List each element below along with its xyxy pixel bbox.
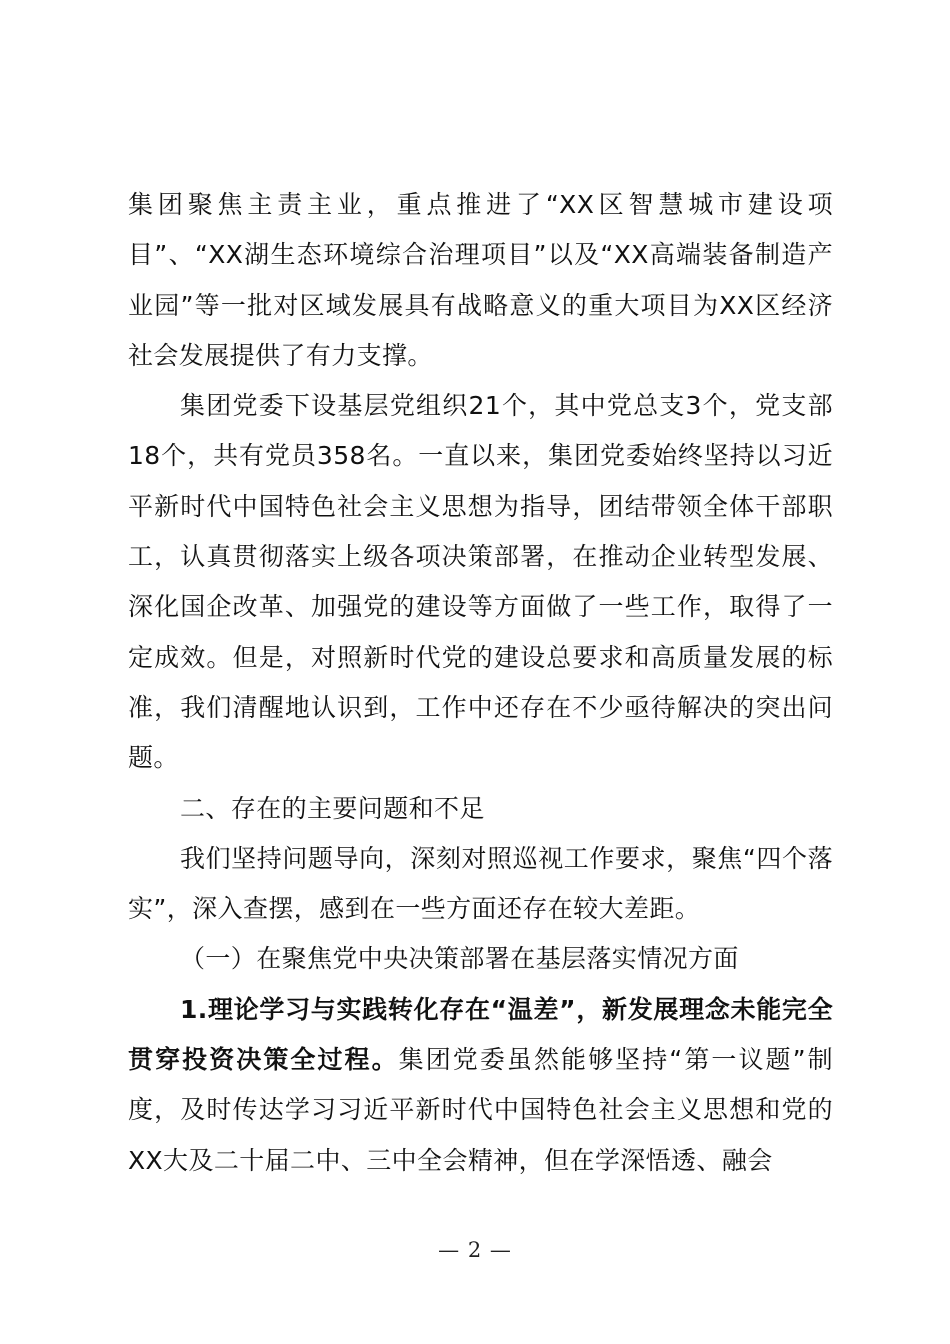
paragraph-theory-practice: [128, 985, 833, 1186]
paragraph-bold-lead: 1.理论学习与实践转化存在“温差”，新发展理念未能完全贯穿投资决策全过程。: [128, 994, 833, 1075]
document-body: [128, 180, 833, 1186]
paragraph-body-text: 集团党委虽然能够坚持“第一议题”制度，及时传达学习习近平新时代中国特色社会主义思想和党的XX大及二十届二中、三中全会精神，但在学深悟透、融会: [128, 1045, 833, 1175]
paragraph-project-overview: 集团聚焦主责主业，重点推进了“XX区智慧城市建设项目”、“XX湖生态环境综合治理项目”以及“XX高端装备制造产业园”等一批对区域发展具有战略意义的重大项目为XX区经济社会发展提供了有力支撑。: [128, 190, 833, 370]
subsection-heading-1: （一）在聚焦党中央决策部署在基层落实情况方面: [180, 944, 739, 974]
paragraph-party-organization: 集团党委下设基层党组织21个，其中党总支3个，党支部18个，共有党员358名。一直以来，集团党委始终坚持以习近平新时代中国特色社会主义思想为指导，团结带领全体干部职工，认真贯彻落实上级各项决策部署，在推动企业转型发展、深化国企改革、加强党的建设等方面做了一些工作，取得了一定成效。但是，对照新时代党的建设总要求和高质量发展的标准，我们清醒地认识到，工作中还存在不少亟待解决的突出问题。: [128, 391, 833, 773]
section-heading-problems: 二、存在的主要问题和不足: [180, 793, 485, 823]
page-number: — 2 —: [438, 1238, 512, 1262]
paragraph-problem-intro: 我们坚持问题导向，深刻对照巡视工作要求，聚焦“四个落实”，深入查摆，感到在一些方面还存在较大差距。: [128, 843, 833, 924]
